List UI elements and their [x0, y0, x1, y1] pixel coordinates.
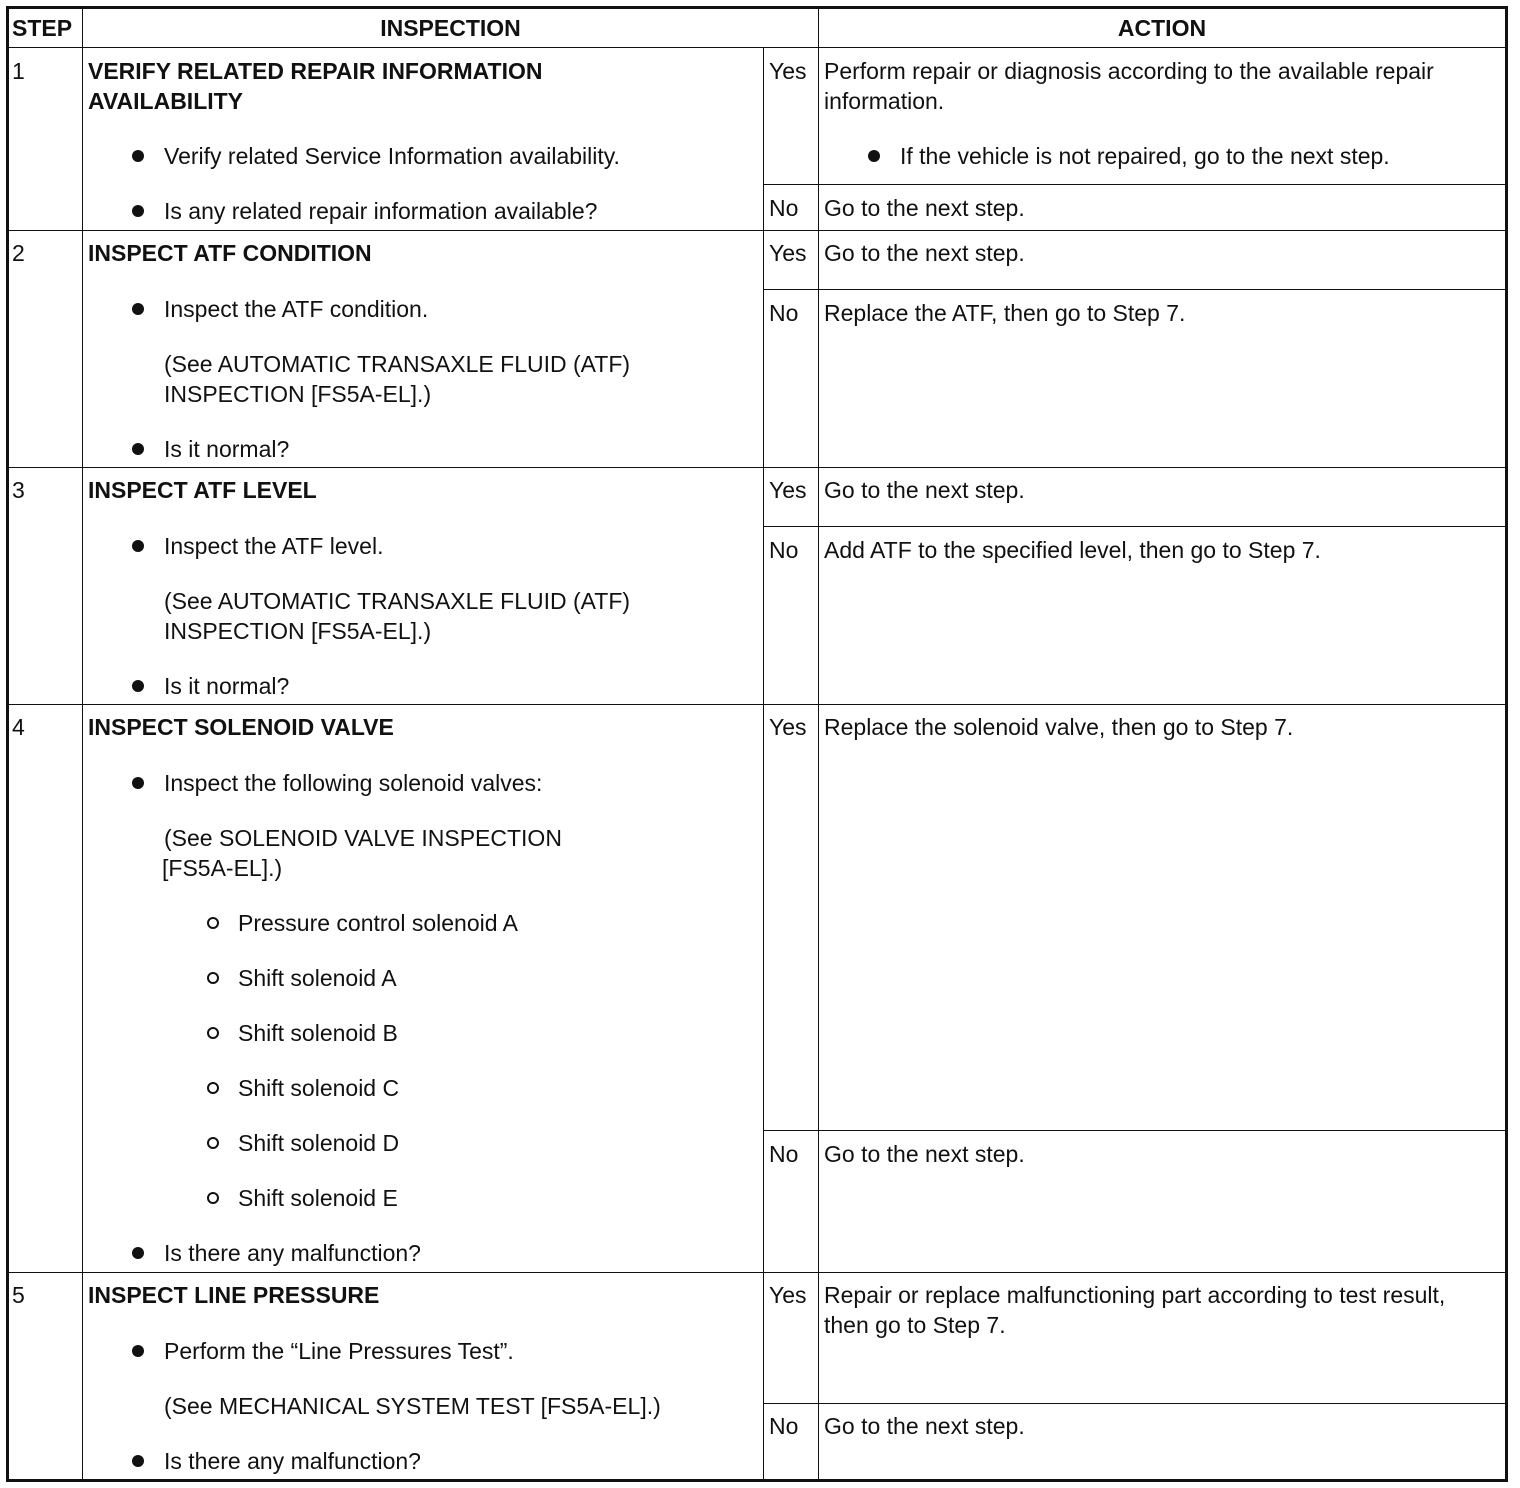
row-divider-1-2: [9, 230, 1505, 231]
sub-bullet-icon: [207, 917, 219, 929]
inspection-bullet: Perform the “Line Pressures Test”.: [164, 1338, 514, 1364]
col-divider-yesno: [763, 47, 764, 1479]
row-divider-2-3: [9, 467, 1505, 468]
no-label: No: [769, 1413, 799, 1439]
step-title: VERIFY RELATED REPAIR INFORMATION: [88, 58, 543, 84]
solenoid-item: Shift solenoid D: [238, 1130, 400, 1156]
yes-action: Replace the solenoid valve, then go to Step 7.: [824, 714, 1294, 740]
solenoid-item: Shift solenoid A: [238, 965, 397, 991]
bullet-icon: [132, 150, 144, 162]
sub-bullet-icon: [207, 1027, 219, 1039]
inspection-bullet: Verify related Service Information availability.: [164, 143, 620, 169]
yes-no-divider-5: [763, 1403, 1505, 1404]
reference-text: [FS5A-EL].): [162, 855, 283, 881]
no-label: No: [769, 537, 799, 563]
step-title: INSPECT ATF CONDITION: [88, 240, 372, 266]
solenoid-item: Shift solenoid E: [238, 1185, 398, 1211]
yes-no-divider-3: [763, 526, 1505, 527]
bullet-icon: [132, 540, 144, 552]
reference-text: INSPECTION [FS5A-EL].): [164, 618, 432, 644]
no-action: Replace the ATF, then go to Step 7.: [824, 300, 1186, 326]
yes-label: Yes: [769, 58, 807, 84]
bullet-icon: [868, 150, 880, 162]
row-divider-4-5: [9, 1272, 1505, 1273]
bullet-icon: [132, 1345, 144, 1357]
inspection-bullet: Is there any malfunction?: [164, 1448, 421, 1474]
solenoid-item: Shift solenoid C: [238, 1075, 400, 1101]
step-number: 5: [12, 1282, 25, 1308]
step-title: INSPECT ATF LEVEL: [88, 477, 317, 503]
reference-text: INSPECTION [FS5A-EL].): [164, 381, 432, 407]
bullet-icon: [132, 1247, 144, 1259]
step-title: INSPECT LINE PRESSURE: [88, 1282, 380, 1308]
yes-label: Yes: [769, 714, 807, 740]
yes-action: then go to Step 7.: [824, 1312, 1006, 1338]
inspection-bullet: Is it normal?: [164, 436, 290, 462]
row-divider-3-4: [9, 704, 1505, 705]
reference-text: (See MECHANICAL SYSTEM TEST [FS5A-EL].): [164, 1393, 661, 1419]
no-action: Go to the next step.: [824, 1413, 1025, 1439]
reference-text: (See AUTOMATIC TRANSAXLE FLUID (ATF): [164, 351, 631, 377]
yes-action: information.: [824, 88, 945, 114]
yes-no-divider-4: [763, 1130, 1505, 1131]
step-number: 4: [12, 714, 25, 740]
step-number: 1: [12, 58, 25, 84]
yes-no-divider-2: [763, 289, 1505, 290]
sub-bullet-icon: [207, 1192, 219, 1204]
solenoid-item: Shift solenoid B: [238, 1020, 398, 1046]
header-step: STEP: [12, 15, 73, 41]
bullet-icon: [132, 680, 144, 692]
yes-label: Yes: [769, 1282, 807, 1308]
sub-bullet-icon: [207, 972, 219, 984]
step-title: INSPECT SOLENOID VALVE: [88, 714, 394, 740]
no-action: Go to the next step.: [824, 1141, 1025, 1167]
yes-label: Yes: [769, 477, 807, 503]
yes-action-bullet: If the vehicle is not repaired, go to the next step.: [900, 143, 1390, 169]
solenoid-item: Pressure control solenoid A: [238, 910, 518, 936]
yes-no-divider-1: [763, 184, 1505, 185]
no-label: No: [769, 1141, 799, 1167]
bullet-icon: [132, 443, 144, 455]
inspection-table: [6, 6, 1508, 1482]
sub-bullet-icon: [207, 1082, 219, 1094]
yes-action: Go to the next step.: [824, 240, 1025, 266]
bullet-icon: [132, 303, 144, 315]
reference-text: (See SOLENOID VALVE INSPECTION: [164, 825, 562, 851]
inspection-bullet: Is any related repair information available?: [164, 198, 598, 224]
sub-bullet-icon: [207, 1137, 219, 1149]
bullet-icon: [132, 1455, 144, 1467]
inspection-bullet: Is there any malfunction?: [164, 1240, 421, 1266]
header-inspection: INSPECTION: [380, 15, 521, 41]
no-action: Add ATF to the specified level, then go to Step 7.: [824, 537, 1321, 563]
reference-text: (See AUTOMATIC TRANSAXLE FLUID (ATF): [164, 588, 631, 614]
step-number: 3: [12, 477, 25, 503]
yes-label: Yes: [769, 240, 807, 266]
no-label: No: [769, 300, 799, 326]
inspection-bullet: Inspect the ATF condition.: [164, 296, 429, 322]
header-action: ACTION: [1117, 15, 1207, 41]
bullet-icon: [132, 205, 144, 217]
no-action: Go to the next step.: [824, 195, 1025, 221]
step-title: AVAILABILITY: [88, 88, 244, 114]
yes-action: Perform repair or diagnosis according to the available repair: [824, 58, 1434, 84]
bullet-icon: [132, 777, 144, 789]
inspection-bullet: Inspect the following solenoid valves:: [164, 770, 543, 796]
inspection-bullet: Is it normal?: [164, 673, 290, 699]
step-number: 2: [12, 240, 25, 266]
yes-action: Repair or replace malfunctioning part according to test result,: [824, 1282, 1446, 1308]
inspection-bullet: Inspect the ATF level.: [164, 533, 384, 559]
no-label: No: [769, 195, 799, 221]
yes-action: Go to the next step.: [824, 477, 1025, 503]
header-divider: [9, 47, 1505, 48]
